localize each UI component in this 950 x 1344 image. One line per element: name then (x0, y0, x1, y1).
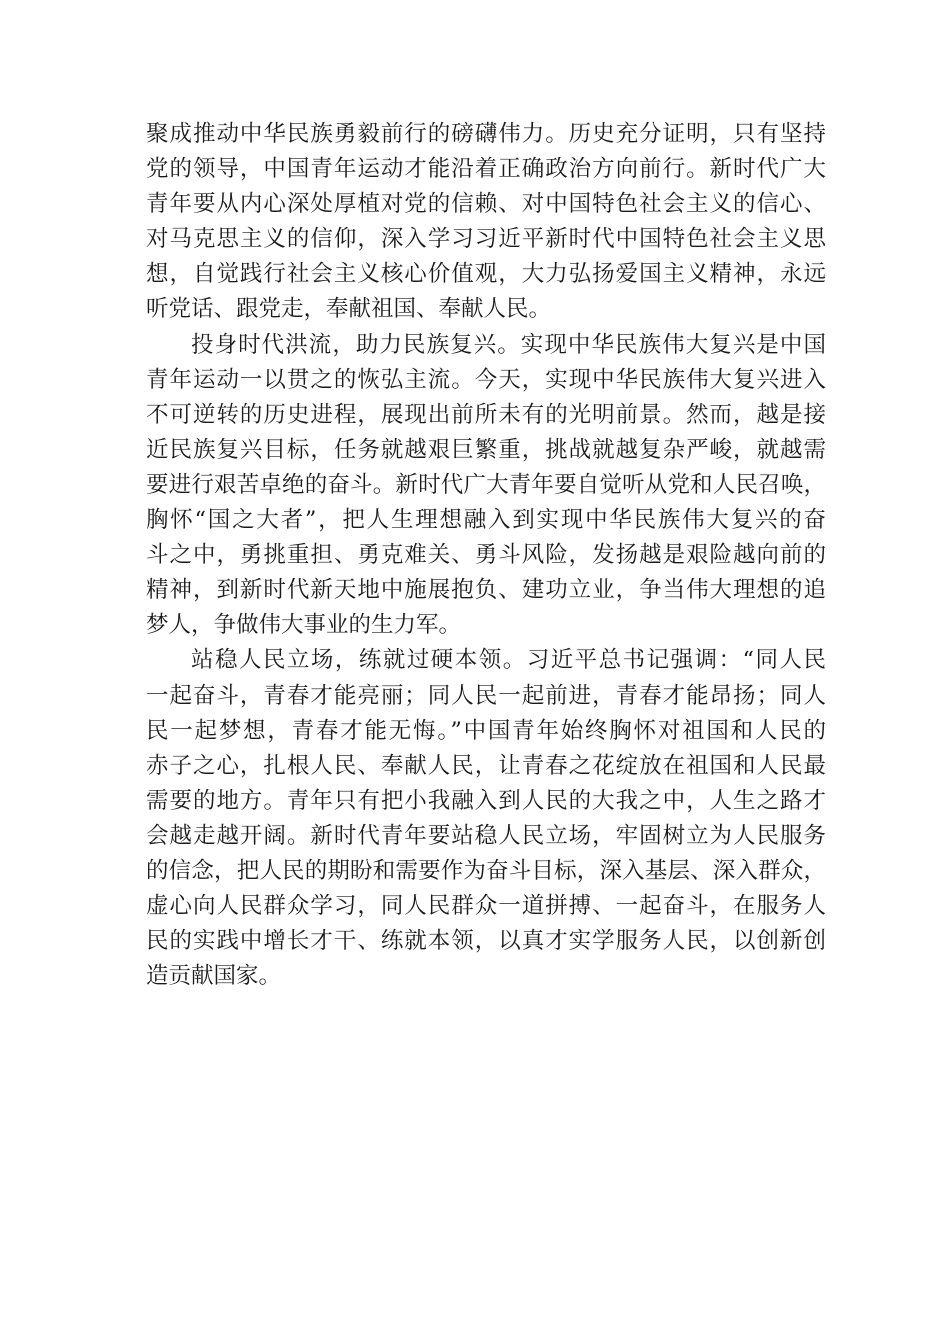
text-line: 斗之中，勇挑重担、勇克难关、勇斗风险，发扬越是艰险越向前的 (146, 542, 826, 569)
text-line: 党的领导，中国青年运动才能沿着正确政治方向前行。新时代广大 (146, 156, 826, 183)
text-line: 要进行艰苦卓绝的奋斗。新时代广大青年要自觉听从党和人民召唤， (146, 471, 826, 498)
text-line: 青年运动一以贯之的恢弘主流。今天，实现中华民族伟大复兴进入 (146, 366, 826, 393)
document-body (146, 117, 826, 994)
text-line: 听党话、跟党走，奉献祖国、奉献人民。 (146, 296, 552, 323)
text-line: 虚心向人民群众学习，同人民群众一道拼搏、一起奋斗，在服务人 (146, 893, 826, 920)
text-line: 不可逆转的历史进程，展现出前所未有的光明前景。然而，越是接 (146, 401, 826, 428)
text-line: 聚成推动中华民族勇毅前行的磅礴伟力。历史充分证明，只有坚持 (146, 121, 826, 147)
paragraph-1 (146, 117, 826, 328)
text-line: 民一起梦想，青春才能无悔。”中国青年始终胸怀对祖国和人民的 (146, 717, 826, 744)
text-line: 胸怀“国之大者”，把人生理想融入到实现中华民族伟大复兴的奋 (146, 507, 826, 534)
text-line: 赤子之心，扎根人民、奉献人民，让青春之花绽放在祖国和人民最 (146, 752, 826, 779)
text-line: 的信念，把人民的期盼和需要作为奋斗目标，深入基层、深入群众， (146, 857, 826, 884)
text-line: 造贡献国家。 (146, 963, 282, 990)
text-line: 梦人，争做伟大事业的生力军。 (146, 612, 462, 639)
text-line: 民的实践中增长才干、练就本领，以真才实学服务人民，以创新创 (146, 928, 826, 955)
text-line: 想，自觉践行社会主义核心价值观，大力弘扬爱国主义精神，永远 (146, 261, 826, 288)
text-line: 青年要从内心深处厚植对党的信赖、对中国特色社会主义的信心、 (146, 191, 826, 218)
text-line: 精神，到新时代新天地中施展抱负、建功立业，争当伟大理想的追 (146, 577, 826, 604)
text-line: 近民族复兴目标，任务就越艰巨繁重，挑战就越复杂严峻，就越需 (146, 436, 826, 463)
text-line: 投身时代洪流，助力民族复兴。实现中华民族伟大复兴是中国 (191, 331, 826, 358)
text-line: 一起奋斗，青春才能亮丽；同人民一起前进，青春才能昂扬；同人 (146, 682, 826, 709)
text-line: 站稳人民立场，练就过硬本领。习近平总书记强调：“同人民 (191, 647, 826, 674)
text-line: 会越走越开阔。新时代青年要站稳人民立场，牢固树立为人民服务 (146, 822, 826, 849)
paragraph-2 (146, 328, 826, 644)
text-line: 对马克思主义的信仰，深入学习习近平新时代中国特色社会主义思 (146, 226, 826, 253)
paragraph-3 (146, 643, 826, 994)
text-line: 需要的地方。青年只有把小我融入到人民的大我之中，人生之路才 (146, 787, 826, 814)
